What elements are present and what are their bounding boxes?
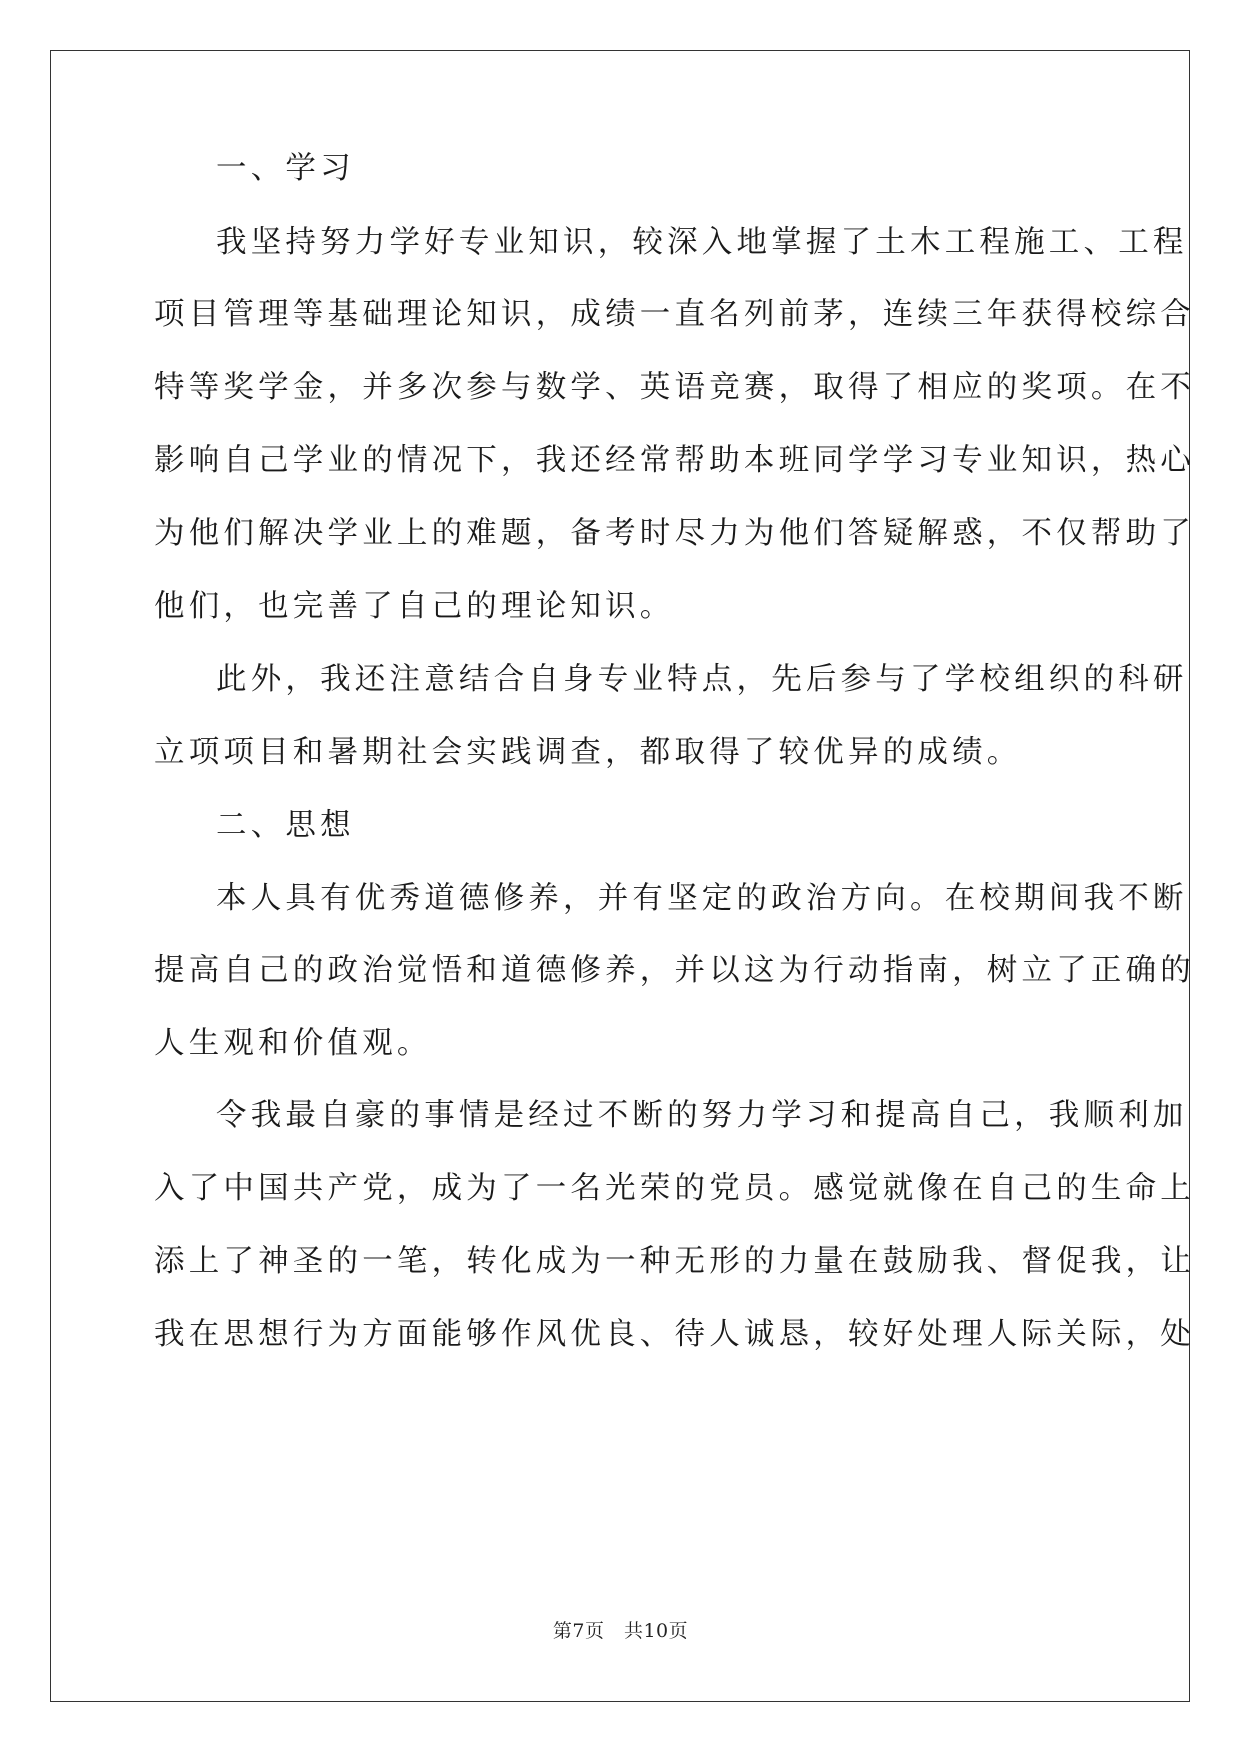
paragraph-line: 此外，我还注意结合自身专业特点，先后参与了学校组织的科研 [216, 662, 1188, 697]
paragraph-line: 我坚持努力学好专业知识，较深入地掌握了土木工程施工、工程 [216, 225, 1188, 260]
paragraph-line: 人生观和价值观。 [154, 1026, 432, 1061]
paragraph-line: 令我最自豪的事情是经过不断的努力学习和提高自己，我顺利加 [216, 1098, 1188, 1133]
paragraph-line: 为他们解决学业上的难题，备考时尽力为他们答疑解惑，不仅帮助了 [154, 516, 1195, 551]
paragraph-line: 入了中国共产党，成为了一名光荣的党员。感觉就像在自己的生命上 [154, 1171, 1195, 1206]
paragraph-line: 本人具有优秀道德修养，并有坚定的政治方向。在校期间我不断 [216, 881, 1188, 916]
paragraph-line: 我在思想行为方面能够作风优良、待人诚恳，较好处理人际关际，处 [154, 1317, 1195, 1352]
paragraph-line: 特等奖学金，并多次参与数学、英语竞赛，取得了相应的奖项。在不 [154, 370, 1195, 405]
paragraph-line: 立项项目和暑期社会实践调查，都取得了较优异的成绩。 [154, 735, 1022, 770]
paragraph-line: 他们，也完善了自己的理论知识。 [154, 589, 675, 624]
paragraph-line: 项目管理等基础理论知识，成绩一直名列前茅，连续三年获得校综合 [154, 297, 1195, 332]
section-heading-study: 一、学习 [216, 151, 355, 186]
paragraph-line: 提高自己的政治觉悟和道德修养，并以这为行动指南，树立了正确的 [154, 953, 1195, 988]
paragraph-line: 添上了神圣的一笔，转化成为一种无形的力量在鼓励我、督促我，让 [154, 1244, 1195, 1279]
section-heading-thought: 二、思想 [216, 808, 355, 843]
page-number-footer: 第7页 共10页 [552, 1620, 689, 1642]
paragraph-line: 影响自己学业的情况下，我还经常帮助本班同学学习专业知识，热心 [154, 443, 1195, 478]
